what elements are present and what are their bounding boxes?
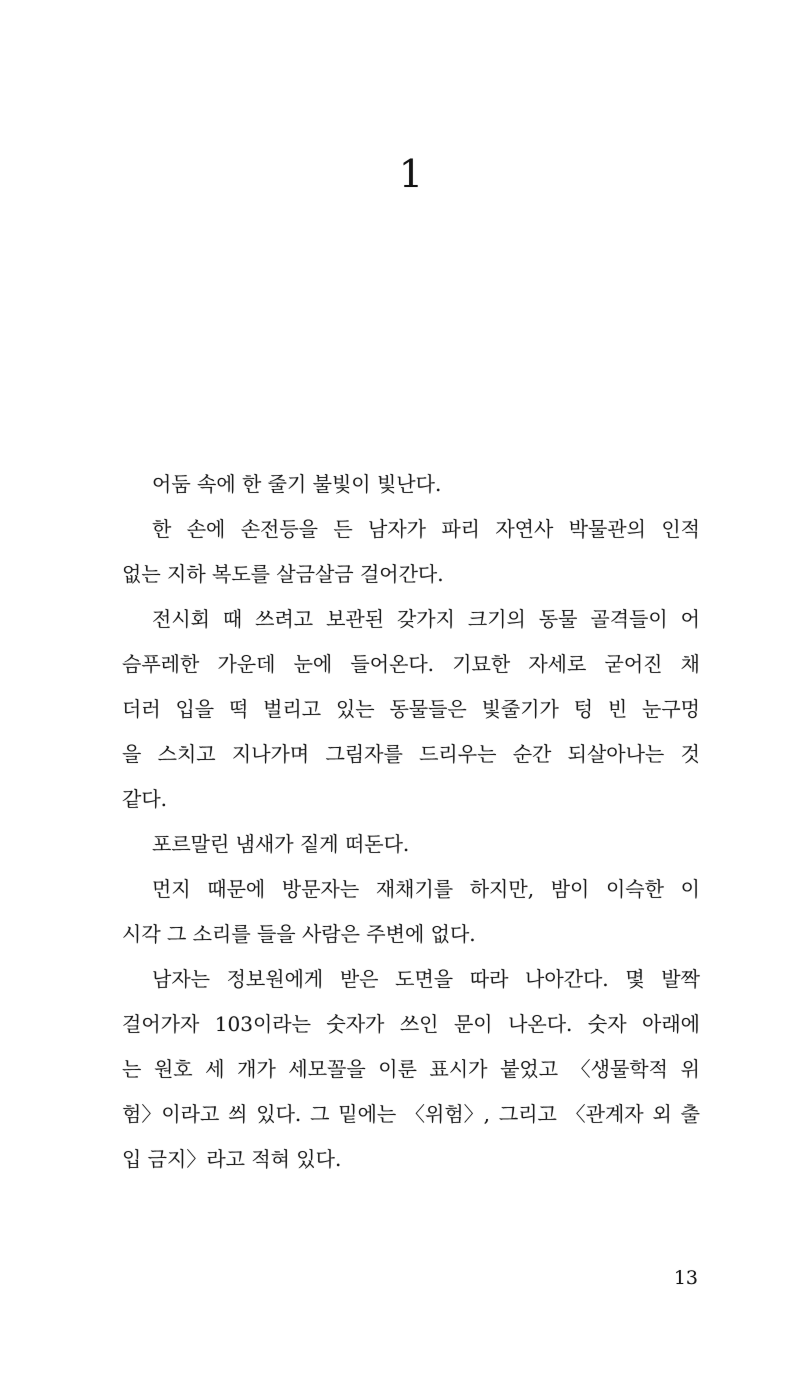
text-word: 든	[333, 517, 353, 541]
text-word: 손전등을	[240, 517, 318, 541]
text-word: 보관된	[326, 607, 385, 631]
text-word: 눈구멍	[642, 697, 700, 721]
text-word: 이룬	[378, 1057, 417, 1081]
text-word: 나아간다.	[525, 967, 609, 991]
text-word: 한	[152, 517, 172, 541]
text-word: 밑에는	[338, 1102, 397, 1126]
text-word: 외	[652, 1102, 672, 1126]
page-number: 13	[673, 1267, 698, 1289]
text-word: 것	[680, 742, 700, 766]
text-line: 시각 그 소리를 들을 사람은 주변에 없다.	[122, 922, 476, 946]
text-word: 자연사	[495, 517, 554, 541]
text-word: 있는	[335, 697, 375, 721]
text-word: 〈위험〉,	[405, 1102, 491, 1126]
text-word: 떡	[228, 697, 249, 721]
text-word: 〈관계자	[565, 1102, 644, 1126]
text-word: 개가	[237, 1057, 276, 1081]
text-word: 쓰려고	[255, 607, 314, 631]
text-word: 굳어진	[604, 652, 663, 676]
text-word: 출	[680, 1102, 700, 1126]
text-word: 남자가	[368, 517, 426, 541]
text-word: 빈	[607, 697, 628, 721]
text-word: 입을	[175, 697, 215, 721]
text-word: 하지만,	[469, 877, 535, 901]
text-word: 숫자	[587, 1012, 627, 1036]
text-word: 때	[222, 607, 243, 631]
text-word: 인적	[661, 517, 700, 541]
text-word: 걸어가자	[122, 1012, 200, 1036]
text-word: 동물	[538, 607, 578, 631]
text-word: 표시가	[429, 1057, 488, 1081]
text-line	[122, 1047, 700, 1092]
text-line: 어둠 속에 한 줄기 불빛이 빛난다.	[152, 472, 442, 496]
text-line: 포르말린 냄새가 짙게 떠돈다.	[152, 832, 410, 856]
text-word: 기묘한	[452, 652, 511, 676]
text-word: 되살아나는	[567, 742, 665, 766]
text-word: 텅	[573, 697, 594, 721]
text-word: 숫자가	[326, 1012, 385, 1036]
text-line	[122, 597, 700, 642]
text-line: 없는 지하 복도를 살금살금 걸어간다.	[122, 562, 444, 586]
text-word: 세	[205, 1057, 225, 1081]
text-word: 눈에	[293, 652, 333, 676]
text-word: 나온다.	[508, 1012, 573, 1036]
text-word: 발짝	[661, 967, 700, 991]
text-line	[122, 957, 700, 1002]
text-word: 먼지	[152, 877, 191, 901]
text-word: 원호	[153, 1057, 193, 1081]
text-line	[122, 867, 700, 912]
text-word: 어	[680, 607, 700, 631]
text-line	[122, 732, 700, 777]
text-word: 그리고	[498, 1102, 557, 1126]
text-word: 더러	[122, 697, 161, 721]
text-line: 입 금지〉라고 적혀 있다.	[122, 1147, 342, 1171]
body-text	[122, 462, 700, 1182]
text-word: 을	[122, 742, 142, 766]
text-word: 문이	[453, 1012, 493, 1036]
text-word: 몇	[625, 967, 645, 991]
text-word: 손에	[186, 517, 226, 541]
text-word: 슴푸레한	[122, 652, 200, 676]
text-word: 씌	[228, 1102, 248, 1126]
text-line	[122, 642, 700, 687]
text-word: 정보원에게	[226, 967, 324, 991]
text-line	[122, 1002, 700, 1047]
text-word: 크기의	[467, 607, 526, 631]
text-line	[122, 507, 700, 552]
text-word: 도면을	[395, 967, 454, 991]
text-word: 이	[680, 877, 700, 901]
text-line: 같다.	[122, 787, 167, 811]
text-word: 골격들이	[590, 607, 668, 631]
text-word: 남자는	[152, 967, 210, 991]
text-word: 갖가지	[396, 607, 455, 631]
text-word: 때문에	[207, 877, 266, 901]
text-word: 103이라는	[214, 1012, 311, 1036]
text-word: 〈생물학적	[570, 1057, 668, 1081]
text-word: 스치고	[157, 742, 216, 766]
text-word: 파리	[441, 517, 480, 541]
text-word: 위	[680, 1057, 700, 1081]
text-line	[122, 687, 700, 732]
text-word: 는	[122, 1057, 142, 1081]
text-word: 그림자를	[325, 742, 403, 766]
text-word: 동물들은	[389, 697, 467, 721]
text-word: 따라	[469, 967, 509, 991]
text-word: 그	[310, 1102, 330, 1126]
text-word: 순간	[512, 742, 552, 766]
text-word: 재채기를	[375, 877, 454, 901]
text-word: 세모꼴을	[288, 1057, 366, 1081]
text-word: 지나가며	[231, 742, 310, 766]
text-word: 방문자는	[281, 877, 360, 901]
text-word: 받은	[339, 967, 379, 991]
text-word: 전시회	[152, 607, 210, 631]
text-word: 붙었고	[500, 1057, 559, 1081]
text-word: 채	[680, 652, 700, 676]
text-word: 이슥한	[605, 877, 664, 901]
text-word: 자세로	[528, 652, 587, 676]
chapter-number: 1	[398, 152, 424, 196]
text-word: 박물관의	[568, 517, 646, 541]
text-word: 있다.	[256, 1102, 302, 1126]
text-word: 빛줄기가	[481, 697, 559, 721]
text-word: 들어온다.	[350, 652, 435, 676]
text-word: 드리우는	[419, 742, 497, 766]
text-word: 밤이	[550, 877, 590, 901]
text-word: 아래에	[642, 1012, 700, 1036]
text-word: 쓰인	[399, 1012, 439, 1036]
text-word: 험〉이라고	[122, 1102, 220, 1126]
text-line	[122, 1092, 700, 1137]
text-word: 벌리고	[263, 697, 322, 721]
text-word: 가운데	[217, 652, 276, 676]
